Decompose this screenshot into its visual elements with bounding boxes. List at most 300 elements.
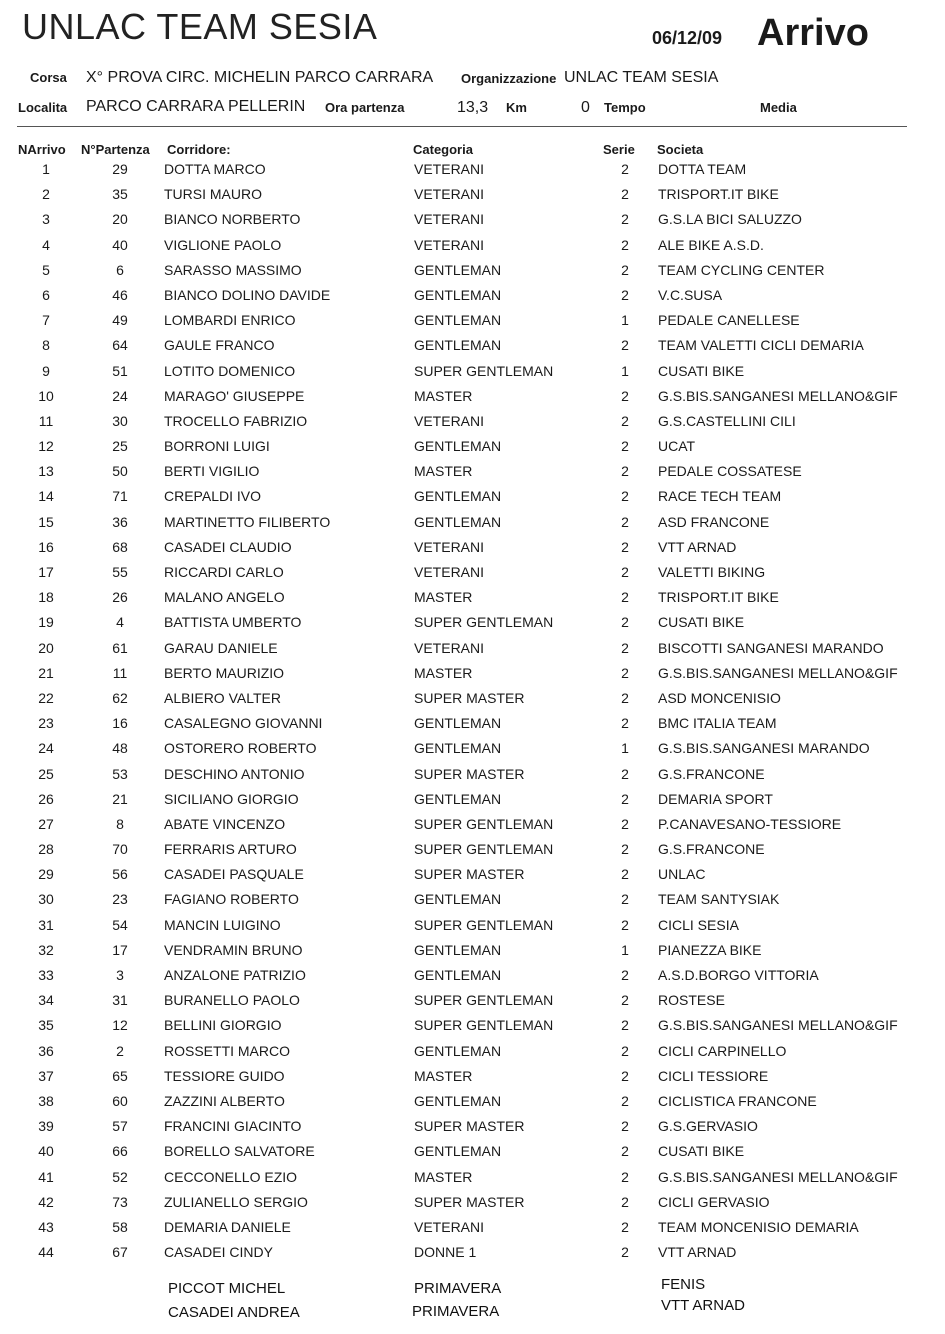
categoria-cell: VETERANI	[414, 161, 485, 177]
partenza-cell: 20	[112, 211, 128, 228]
table-row	[0, 1114, 945, 1139]
societa-cell: G.S.FRANCONE	[658, 841, 765, 858]
table-row	[0, 333, 945, 358]
categoria-cell: GENTLEMAN	[414, 1143, 502, 1160]
societa-cell: CICLI SESIA	[658, 916, 739, 933]
corridore-cell: FERRARIS ARTURO	[164, 841, 297, 858]
arrivo-cell: 7	[42, 312, 50, 329]
categoria-cell: SUPER MASTER	[414, 689, 525, 706]
table-row	[0, 736, 945, 761]
partenza-cell: 49	[112, 312, 128, 329]
arrivo-cell: 34	[38, 992, 54, 1009]
societa-cell: PIANEZZA BIKE	[658, 941, 762, 958]
km-value: 0	[581, 99, 590, 116]
race-date: 06/12/09	[652, 28, 723, 48]
table-row	[0, 510, 945, 535]
arrivo-cell: 2	[42, 186, 50, 203]
table-row	[0, 1139, 945, 1164]
arrivo-cell: 32	[38, 941, 54, 958]
table-row	[0, 1190, 945, 1215]
categoria-cell: SUPER GENTLEMAN	[414, 362, 554, 379]
arrivo-cell: 3	[42, 211, 50, 228]
arrivo-cell: 5	[42, 261, 50, 278]
table-row	[0, 157, 945, 182]
partenza-cell: 57	[112, 1118, 128, 1135]
serie-cell: 1	[621, 740, 629, 757]
categoria-cell: VETERANI	[414, 236, 485, 253]
categoria-cell: GENTLEMAN	[414, 1042, 502, 1059]
serie-cell: 2	[621, 236, 629, 253]
arrivo-cell: 17	[38, 564, 54, 580]
corridore-cell: CREPALDI IVO	[164, 488, 261, 505]
societa-cell: PEDALE CANELLESE	[658, 312, 800, 329]
serie-cell: 2	[621, 337, 629, 354]
arrivo-cell: 19	[38, 614, 54, 631]
table-row	[0, 1013, 945, 1038]
corridore-cell: ZULIANELLO SERGIO	[164, 1193, 308, 1210]
arrivo-cell: 18	[38, 589, 54, 606]
arrivo-cell: 9	[42, 362, 50, 379]
categoria-cell: GENTLEMAN	[414, 312, 502, 329]
corridore-cell: BELLINI GIORGIO	[164, 1017, 282, 1034]
societa-cell: BMC ITALIA TEAM	[658, 715, 777, 732]
corsa-label: Corsa	[30, 70, 67, 85]
serie-cell: 2	[621, 715, 629, 732]
serie-cell: 2	[621, 967, 629, 983]
table-row	[0, 359, 945, 384]
arrivo-cell: 41	[38, 1168, 54, 1185]
categoria-cell: VETERANI	[414, 211, 485, 228]
categoria-cell: VETERANI	[414, 412, 485, 429]
table-row	[0, 434, 945, 459]
categoria-cell: GENTLEMAN	[414, 740, 502, 757]
categoria-cell: MASTER	[414, 589, 473, 606]
categoria-cell: SUPER GENTLEMAN	[414, 614, 554, 631]
table-row	[0, 913, 945, 938]
serie-cell: 2	[621, 866, 629, 883]
serie-cell: 2	[621, 639, 629, 656]
table-row	[0, 384, 945, 409]
categoria-cell: GENTLEMAN	[414, 261, 502, 278]
localita-value: PARCO CARRARA PELLERIN	[86, 98, 306, 115]
arrivo-cell: 8	[42, 337, 50, 354]
serie-cell: 2	[621, 412, 629, 429]
corridore-cell: BIANCO DOLINO DAVIDE	[164, 286, 331, 303]
categoria-cell: GENTLEMAN	[414, 438, 502, 455]
serie-cell: 2	[621, 1143, 629, 1160]
categoria-cell: GENTLEMAN	[414, 513, 502, 530]
partenza-cell: 17	[112, 941, 128, 958]
partenza-cell: 12	[112, 1017, 128, 1034]
col-corridore-header: Corridore:	[167, 142, 231, 157]
table-row	[0, 207, 945, 232]
extra-corridore-1: PICCOT MICHEL	[168, 1280, 286, 1297]
corridore-cell: DOTTA MARCO	[164, 161, 266, 177]
societa-cell: CICLI TESSIORE	[658, 1067, 769, 1084]
corridore-cell: DEMARIA DANIELE	[164, 1218, 291, 1235]
corridore-cell: BORELLO SALVATORE	[164, 1143, 315, 1160]
serie-cell: 2	[621, 891, 629, 908]
serie-cell: 2	[621, 1218, 629, 1235]
societa-cell: G.S.BIS.SANGANESI MELLANO&GIF	[658, 664, 898, 681]
societa-cell: ROSTESE	[658, 992, 725, 1009]
table-row	[0, 988, 945, 1013]
corridore-cell: MARAGO' GIUSEPPE	[164, 387, 305, 404]
serie-cell: 2	[621, 387, 629, 404]
societa-cell: G.S.BIS.SANGANESI MELLANO&GIF	[658, 1168, 898, 1185]
societa-cell: TRISPORT.IT BIKE	[658, 186, 779, 203]
partenza-cell: 26	[112, 589, 128, 606]
corridore-cell: RICCARDI CARLO	[164, 564, 284, 580]
corridore-cell: ZAZZINI ALBERTO	[164, 1092, 285, 1109]
table-row	[0, 610, 945, 635]
categoria-cell: DONNE 1	[414, 1244, 477, 1261]
societa-cell: ALE BIKE A.S.D.	[658, 236, 764, 253]
partenza-cell: 52	[112, 1168, 128, 1185]
corridore-cell: SICILIANO GIORGIO	[164, 790, 299, 807]
arrivo-cell: 31	[38, 916, 54, 933]
categoria-cell: MASTER	[414, 1168, 473, 1185]
arrivo-cell: 43	[38, 1218, 54, 1235]
societa-cell: G.S.FRANCONE	[658, 765, 765, 782]
categoria-cell: GENTLEMAN	[414, 715, 502, 732]
partenza-cell: 50	[112, 463, 128, 480]
serie-cell: 2	[621, 161, 629, 177]
societa-cell: G.S.GERVASIO	[658, 1118, 758, 1135]
categoria-cell: VETERANI	[414, 538, 485, 555]
partenza-cell: 11	[112, 664, 128, 681]
partenza-cell: 55	[112, 564, 128, 580]
corridore-cell: GAULE FRANCO	[164, 337, 275, 354]
categoria-cell: MASTER	[414, 664, 473, 681]
categoria-cell: VETERANI	[414, 186, 485, 203]
table-row	[0, 182, 945, 207]
categoria-cell: GENTLEMAN	[414, 286, 502, 303]
categoria-cell: GENTLEMAN	[414, 941, 502, 958]
col-arrivo-header: NArrivo	[18, 142, 66, 157]
arrivo-cell: 44	[38, 1244, 54, 1261]
societa-cell: CUSATI BIKE	[658, 1143, 745, 1160]
corridore-cell: BERTO MAURIZIO	[164, 664, 285, 681]
partenza-cell: 21	[112, 790, 128, 807]
arrivo-cell: 25	[38, 765, 54, 782]
arrivo-cell: 40	[38, 1143, 54, 1160]
corridore-cell: TURSI MAURO	[164, 186, 262, 203]
corridore-cell: DESCHINO ANTONIO	[164, 765, 305, 782]
partenza-cell: 65	[112, 1067, 128, 1084]
categoria-cell: SUPER GENTLEMAN	[414, 841, 554, 858]
corridore-cell: ROSSETTI MARCO	[164, 1042, 291, 1059]
categoria-cell: SUPER MASTER	[414, 866, 525, 883]
table-row	[0, 1039, 945, 1064]
categoria-cell: GENTLEMAN	[414, 790, 502, 807]
societa-cell: CICLISTICA FRANCONE	[658, 1092, 817, 1109]
societa-cell: VTT ARNAD	[658, 1244, 737, 1261]
arrivo-cell: 27	[38, 815, 54, 832]
partenza-cell: 2	[116, 1042, 124, 1059]
corridore-cell: ANZALONE PATRIZIO	[164, 967, 306, 983]
table-row	[0, 762, 945, 787]
categoria-cell: SUPER GENTLEMAN	[414, 1017, 554, 1034]
societa-cell: VTT ARNAD	[658, 538, 737, 555]
arrivo-cell: 30	[38, 891, 54, 908]
col-serie-header: Serie	[603, 142, 635, 157]
societa-cell: CUSATI BIKE	[658, 362, 745, 379]
arrivo-cell: 16	[38, 538, 54, 555]
arrivo-cell: 22	[38, 689, 54, 706]
societa-cell: TEAM VALETTI CICLI DEMARIA	[658, 337, 864, 354]
categoria-cell: GENTLEMAN	[414, 488, 502, 505]
corridore-cell: CASADEI CINDY	[164, 1244, 273, 1261]
serie-cell: 2	[621, 1017, 629, 1034]
arrivo-cell: 12	[38, 438, 54, 455]
societa-cell: ASD FRANCONE	[658, 513, 770, 530]
societa-cell: G.S.BIS.SANGANESI MELLANO&GIF	[658, 1017, 898, 1034]
serie-cell: 1	[621, 312, 629, 329]
partenza-cell: 30	[112, 412, 128, 429]
serie-cell: 2	[621, 564, 629, 580]
corridore-cell: ABATE VINCENZO	[164, 815, 286, 832]
corridore-cell: SARASSO MASSIMO	[164, 261, 302, 278]
table-row	[0, 535, 945, 560]
corridore-cell: MANCIN LUIGINO	[164, 916, 281, 933]
serie-cell: 2	[621, 1193, 629, 1210]
arrivo-cell: 4	[42, 236, 50, 253]
serie-cell: 1	[621, 362, 629, 379]
table-row	[0, 711, 945, 736]
document-type: Arrivo	[757, 12, 869, 54]
corsa-value: X° PROVA CIRC. MICHELIN PARCO CARRARA	[86, 69, 434, 86]
corridore-cell: BIANCO NORBERTO	[164, 211, 301, 228]
partenza-cell: 8	[116, 815, 124, 832]
table-row	[0, 283, 945, 308]
corridore-cell: FRANCINI GIACINTO	[164, 1118, 302, 1135]
arrivo-cell: 26	[38, 790, 54, 807]
societa-cell: P.CANAVESANO-TESSIORE	[658, 815, 842, 832]
table-row	[0, 233, 945, 258]
categoria-cell: MASTER	[414, 387, 473, 404]
table-row	[0, 837, 945, 862]
table-row	[0, 1240, 945, 1265]
partenza-cell: 73	[112, 1193, 128, 1210]
arrivo-cell: 13	[38, 463, 54, 480]
serie-cell: 2	[621, 765, 629, 782]
corridore-cell: BURANELLO PAOLO	[164, 992, 300, 1009]
extra-societa-2: VTT ARNAD	[661, 1297, 745, 1314]
societa-cell: TEAM CYCLING CENTER	[658, 261, 825, 278]
arrivo-cell: 42	[38, 1193, 54, 1210]
corridore-cell: VIGLIONE PAOLO	[164, 236, 282, 253]
corridore-cell: MALANO ANGELO	[164, 589, 285, 606]
partenza-cell: 16	[112, 715, 128, 732]
partenza-cell: 71	[112, 488, 128, 505]
societa-cell: G.S.LA BICI SALUZZO	[658, 211, 802, 228]
arrivo-cell: 20	[38, 639, 54, 656]
table-row	[0, 938, 945, 963]
corridore-cell: LOMBARDI ENRICO	[164, 312, 296, 329]
partenza-cell: 29	[112, 161, 128, 177]
corridore-cell: CASADEI PASQUALE	[164, 866, 304, 883]
partenza-cell: 54	[112, 916, 128, 933]
categoria-cell: VETERANI	[414, 564, 485, 580]
table-row	[0, 1089, 945, 1114]
arrivo-cell: 36	[38, 1042, 54, 1059]
arrivo-cell: 15	[38, 513, 54, 530]
categoria-cell: SUPER GENTLEMAN	[414, 815, 554, 832]
arrivo-cell: 14	[38, 488, 54, 505]
table-row	[0, 1165, 945, 1190]
partenza-cell: 4	[116, 614, 124, 631]
extra-categoria-1: PRIMAVERA	[414, 1280, 502, 1297]
partenza-cell: 68	[112, 538, 128, 555]
societa-cell: DOTTA TEAM	[658, 161, 747, 177]
arrivo-cell: 35	[38, 1017, 54, 1034]
societa-cell: TRISPORT.IT BIKE	[658, 589, 779, 606]
arrivo-cell: 28	[38, 841, 54, 858]
corridore-cell: BATTISTA UMBERTO	[164, 614, 302, 631]
partenza-cell: 58	[112, 1218, 128, 1235]
ora-partenza-value: 13,3	[457, 99, 489, 116]
serie-cell: 2	[621, 538, 629, 555]
table-row	[0, 1215, 945, 1240]
societa-cell: DEMARIA SPORT	[658, 790, 773, 807]
societa-cell: TEAM MONCENISIO DEMARIA	[658, 1218, 859, 1235]
arrivo-cell: 21	[38, 664, 54, 681]
partenza-cell: 53	[112, 765, 128, 782]
partenza-cell: 46	[112, 286, 128, 303]
serie-cell: 2	[621, 513, 629, 530]
table-row	[0, 963, 945, 988]
societa-cell: G.S.CASTELLINI CILI	[658, 412, 796, 429]
categoria-cell: SUPER GENTLEMAN	[414, 916, 554, 933]
serie-cell: 2	[621, 689, 629, 706]
categoria-cell: SUPER MASTER	[414, 1193, 525, 1210]
societa-cell: PEDALE COSSATESE	[658, 463, 802, 480]
arrivo-cell: 23	[38, 715, 54, 732]
corridore-cell: BERTI VIGILIO	[164, 463, 260, 480]
partenza-cell: 56	[112, 866, 128, 883]
table-row	[0, 636, 945, 661]
tempo-label: Tempo	[604, 100, 646, 115]
categoria-cell: GENTLEMAN	[414, 1092, 502, 1109]
organizzazione-label: Organizzazione	[461, 71, 557, 86]
partenza-cell: 35	[112, 186, 128, 203]
serie-cell: 2	[621, 1042, 629, 1059]
societa-cell: A.S.D.BORGO VITTORIA	[658, 967, 819, 983]
societa-cell: BISCOTTI SANGANESI MARANDO	[658, 639, 884, 656]
corridore-cell: GARAU DANIELE	[164, 639, 278, 656]
partenza-cell: 23	[112, 891, 128, 908]
ora-partenza-label: Ora partenza	[325, 100, 405, 115]
table-row	[0, 409, 945, 434]
corridore-cell: TROCELLO FABRIZIO	[164, 412, 308, 429]
serie-cell: 2	[621, 186, 629, 203]
media-label: Media	[760, 100, 797, 115]
categoria-cell: VETERANI	[414, 1218, 485, 1235]
results-table	[0, 157, 945, 1265]
partenza-cell: 66	[112, 1143, 128, 1160]
serie-cell: 2	[621, 815, 629, 832]
partenza-cell: 61	[112, 639, 128, 656]
table-row	[0, 661, 945, 686]
societa-cell: RACE TECH TEAM	[658, 488, 782, 505]
localita-label: Localita	[18, 100, 68, 115]
societa-cell: CICLI GERVASIO	[658, 1193, 770, 1210]
extra-societa-1: FENIS	[661, 1276, 706, 1293]
table-row	[0, 585, 945, 610]
serie-cell: 2	[621, 992, 629, 1009]
categoria-cell: SUPER MASTER	[414, 1118, 525, 1135]
table-row	[0, 787, 945, 812]
partenza-cell: 48	[112, 740, 128, 757]
categoria-cell: MASTER	[414, 463, 473, 480]
partenza-cell: 25	[112, 438, 128, 455]
partenza-cell: 64	[112, 337, 128, 354]
col-categoria-header: Categoria	[413, 142, 473, 157]
serie-cell: 2	[621, 211, 629, 228]
partenza-cell: 67	[112, 1244, 128, 1261]
partenza-cell: 40	[112, 236, 128, 253]
societa-cell: G.S.BIS.SANGANESI MELLANO&GIF	[658, 387, 898, 404]
corridore-cell: FAGIANO ROBERTO	[164, 891, 299, 908]
corridore-cell: CECCONELLO EZIO	[164, 1168, 298, 1185]
serie-cell: 2	[621, 488, 629, 505]
categoria-cell: MASTER	[414, 1067, 473, 1084]
societa-cell: UCAT	[658, 438, 696, 455]
partenza-cell: 24	[112, 387, 128, 404]
corridore-cell: TESSIORE GUIDO	[164, 1067, 285, 1084]
societa-cell: UNLAC	[658, 866, 706, 883]
km-label: Km	[506, 100, 527, 115]
serie-cell: 2	[621, 1168, 629, 1185]
societa-cell: CICLI CARPINELLO	[658, 1042, 787, 1059]
categoria-cell: SUPER GENTLEMAN	[414, 992, 554, 1009]
table-row	[0, 1064, 945, 1089]
partenza-cell: 51	[112, 362, 128, 379]
arrivo-cell: 1	[42, 161, 50, 177]
categoria-cell: GENTLEMAN	[414, 891, 502, 908]
table-row	[0, 686, 945, 711]
corridore-cell: CASADEI CLAUDIO	[164, 538, 292, 555]
serie-cell: 2	[621, 1118, 629, 1135]
societa-cell: CUSATI BIKE	[658, 614, 745, 631]
partenza-cell: 6	[116, 261, 124, 278]
table-row	[0, 258, 945, 283]
extra-corridore-2: CASADEI ANDREA	[168, 1304, 300, 1321]
serie-cell: 2	[621, 916, 629, 933]
table-row	[0, 560, 945, 585]
page-title: UNLAC TEAM SESIA	[22, 6, 378, 47]
categoria-cell: GENTLEMAN	[414, 967, 502, 983]
serie-cell: 2	[621, 1244, 629, 1261]
arrivo-cell: 39	[38, 1118, 54, 1135]
arrivo-cell: 24	[38, 740, 54, 757]
arrivo-cell: 37	[38, 1067, 54, 1084]
corridore-cell: CASALEGNO GIOVANNI	[164, 715, 323, 732]
partenza-cell: 31	[112, 992, 128, 1009]
table-row	[0, 812, 945, 837]
serie-cell: 2	[621, 589, 629, 606]
societa-cell: TEAM SANTYSIAK	[658, 891, 780, 908]
col-societa-header: Societa	[657, 142, 704, 157]
partenza-cell: 3	[116, 967, 124, 983]
corridore-cell: MARTINETTO FILIBERTO	[164, 513, 331, 530]
partenza-cell: 62	[112, 689, 128, 706]
table-row	[0, 887, 945, 912]
corridore-cell: ALBIERO VALTER	[164, 689, 281, 706]
serie-cell: 2	[621, 463, 629, 480]
serie-cell: 2	[621, 841, 629, 858]
